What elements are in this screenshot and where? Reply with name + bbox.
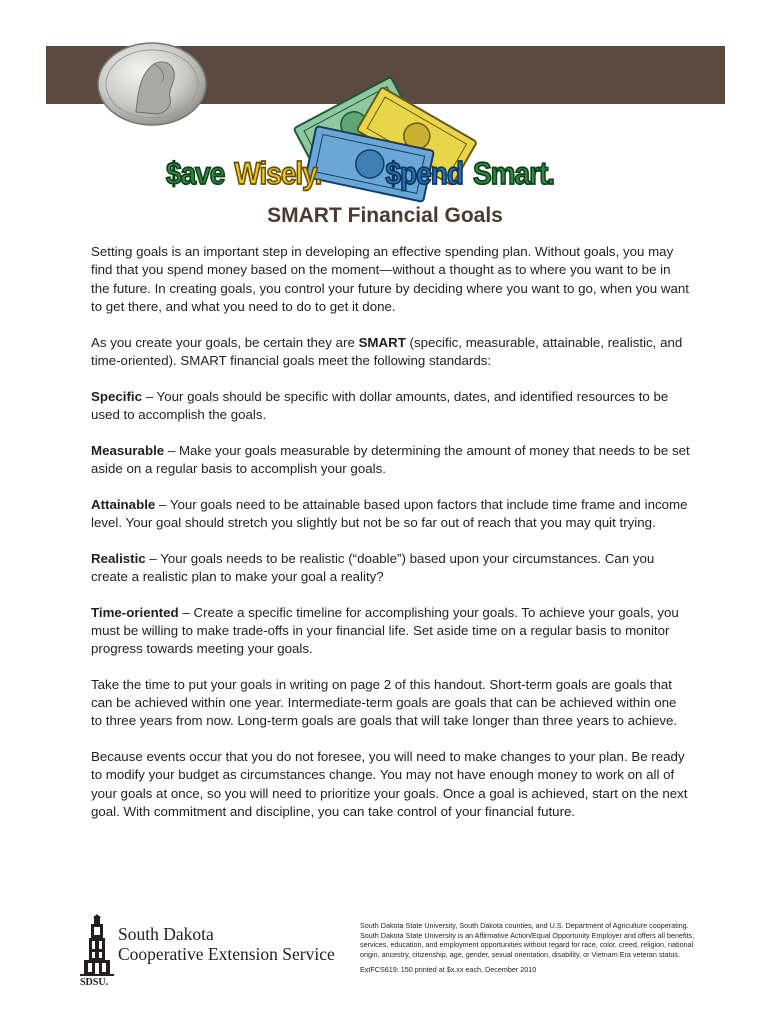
brand-wordmark [166, 147, 606, 201]
smart-text-pre: As you create your goals, be certain they are [91, 334, 359, 350]
brand-part1: $ave [166, 156, 225, 191]
penny-coin-icon [96, 42, 208, 126]
body-content [91, 243, 691, 839]
campanile-tower-icon [80, 914, 114, 976]
realistic-text: – Your goals needs to be realistic (“doable”) based upon your circumstances. Can you create a realistic plan to make your goal a reality? [91, 550, 655, 584]
sdsu-mark: SDSU. [80, 977, 109, 988]
attainable-term: Attainable [91, 496, 156, 512]
attainable-text: – Your goals need to be attainable based upon factors that include time frame and income level. Your goal should stretch you slightly but not be so far out of reach that you may quit trying. [91, 496, 688, 530]
realistic-term: Realistic [91, 550, 146, 566]
measurable-term: Measurable [91, 442, 165, 458]
brand-part3: $pend [385, 156, 463, 191]
time-oriented-paragraph [91, 604, 691, 659]
smart-paragraph [91, 334, 691, 371]
smart-text-post: (specific, measurable, attainable, realistic, and time-oriented). SMART financial goals meet the following standards: [91, 334, 683, 368]
brand-part2: Wisely. [234, 156, 322, 191]
measurable-paragraph [91, 442, 691, 479]
org-name-line1: South Dakota [118, 924, 214, 944]
time-oriented-text: – Create a specific timeline for accomplishing your goals. To achieve your goals, you must be willing to make trade-offs in your financial life. Set aside time on a regular basis to monitor progress towards meeting your goals. [91, 604, 679, 657]
specific-text: – Your goals should be specific with dollar amounts, dates, and identified resources to be used to accomplish the goals. [91, 388, 669, 422]
publication-info: ExtFCS619: 150 printed at $x.xx each, December 2010 [360, 965, 537, 974]
writing-paragraph: Take the time to put your goals in writing on page 2 of this handout. Short-term goals are goals that can be achieved within one year. Intermediate-term goals are goals that can be achieved within one to three years from now. Long-term goals are goals that will take longer than three years to achieve. [91, 676, 678, 729]
measurable-text: – Make your goals measurable by determining the amount of money that needs to be set aside on a regular basis to accomplish your goals. [91, 442, 690, 476]
legal-fineprint: South Dakota State University, South Dakota counties, and U.S. Department of Agriculture cooperating. South Dakota State University is an Affirmative Action/Equal Opportunity Employer and offers all benefits, services, education, and employment opportunities without regard for race, color, creed, religion, national origin, ancestry, citizenship, age, gender, sexual orientation, disability, or Vietnam Era veteran status. [360, 921, 695, 959]
page-title: SMART Financial Goals [267, 204, 503, 227]
specific-paragraph [91, 388, 691, 425]
specific-term: Specific [91, 388, 142, 404]
attainable-paragraph [91, 496, 691, 533]
intro-paragraph: Setting goals is an important step in developing an effective spending plan. Without goals, you may find that you spend money based on the moment—without a thought as to where you want to be in the future. In creating goals, you control your future by deciding where you want to go, when you want to get there, and what you need to do to get it done. [91, 244, 689, 314]
time-oriented-term: Time-oriented [91, 604, 179, 620]
org-name-line2: Cooperative Extension Service [118, 944, 335, 964]
smart-acronym: SMART [358, 334, 406, 350]
events-paragraph: Because events occur that you do not foresee, you will need to make changes to your plan. Be ready to modify your budget as circumstances change. You may not have enough money to work on all of your goals at once, so you will need to prioritize your goals. Once a goal is achieved, start on the next goal. With commitment and discipline, you can take control of your financial future. [91, 749, 688, 819]
realistic-paragraph [91, 550, 691, 587]
brand-part4: Smart. [472, 156, 555, 191]
extension-logo [78, 914, 338, 990]
